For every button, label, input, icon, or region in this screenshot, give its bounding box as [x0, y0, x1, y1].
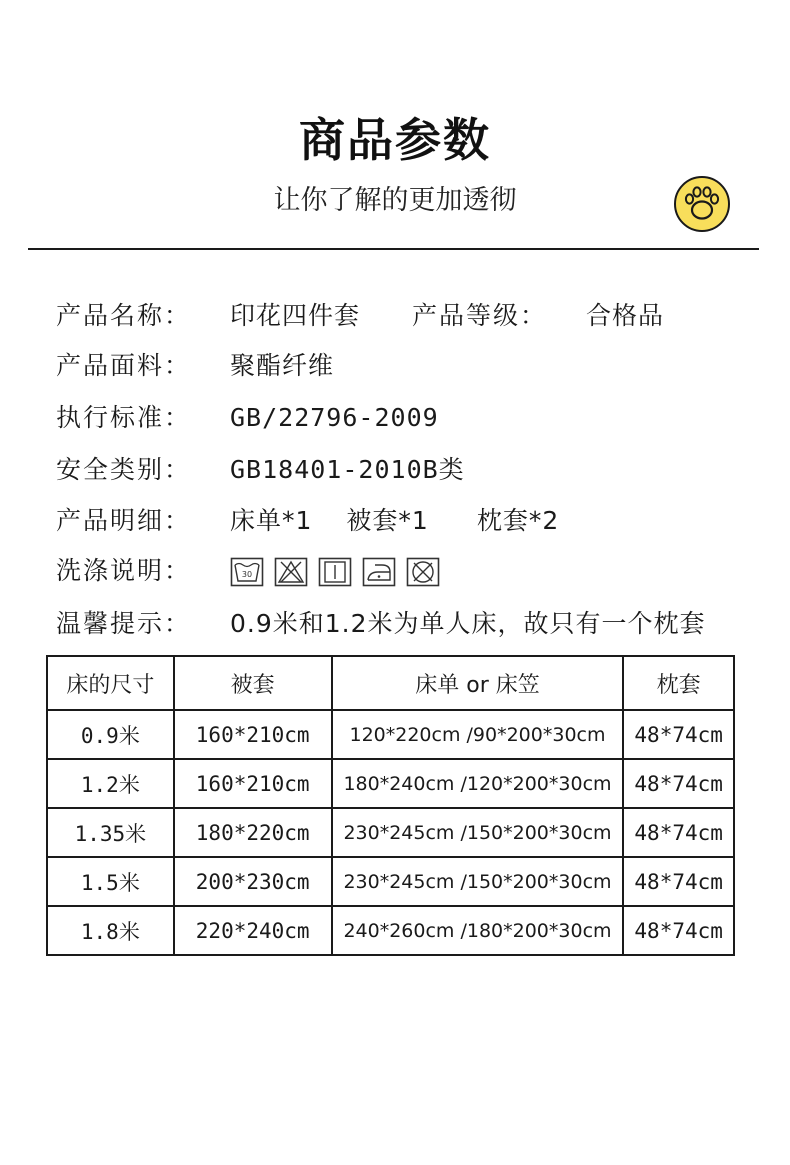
table-cell: 48*74cm [623, 808, 734, 857]
param-row-standard [56, 398, 439, 434]
page-subtitle: 让你了解的更加透彻 [273, 185, 517, 216]
table-cell: 160*210cm [174, 710, 332, 759]
param-value: 合格品 [586, 301, 665, 330]
param-label: 洗涤说明： [56, 556, 192, 585]
table-cell: 220*240cm [174, 906, 332, 955]
param-value: 聚酯纤维 [230, 351, 335, 380]
table-cell: 160*210cm [174, 759, 332, 808]
table-header-row [47, 656, 734, 710]
param-row-tip [56, 604, 706, 640]
paw-icon [673, 175, 731, 233]
table-cell: 180*220cm [174, 808, 332, 857]
divider [28, 248, 759, 250]
param-row-wash [56, 551, 440, 587]
table-cell: 230*245cm /150*200*30cm [332, 857, 624, 906]
table-cell: 48*74cm [623, 710, 734, 759]
table-row [47, 906, 734, 955]
no-bleach-icon [274, 557, 308, 587]
param-label: 产品面料： [56, 351, 192, 380]
table-cell: 48*74cm [623, 759, 734, 808]
table-cell: 1.5米 [47, 857, 174, 906]
table-cell: 200*230cm [174, 857, 332, 906]
no-dry-clean-icon [406, 557, 440, 587]
table-header-cell: 枕套 [623, 656, 734, 710]
table-cell: 240*260cm /180*200*30cm [332, 906, 624, 955]
table-cell: 1.2米 [47, 759, 174, 808]
param-row-safety [56, 450, 465, 486]
table-cell: 230*245cm /150*200*30cm [332, 808, 624, 857]
table-row [47, 857, 734, 906]
param-row-detail [56, 501, 559, 537]
param-label: 执行标准： [56, 403, 192, 432]
param-label: 产品名称： [56, 301, 192, 330]
param-value: 0.9米和1.2米为单人床，故只有一个枕套 [230, 609, 706, 638]
table-cell: 120*220cm /90*200*30cm [332, 710, 624, 759]
param-label: 产品等级： [412, 301, 548, 330]
param-value: GB/22796-2009 [230, 403, 439, 432]
care-icons [230, 557, 440, 587]
wash-30-icon [230, 557, 264, 587]
param-row-name [56, 296, 664, 332]
tumble-dry-icon [318, 557, 352, 587]
table-header-cell: 床的尺寸 [47, 656, 174, 710]
table-header-cell: 被套 [174, 656, 332, 710]
table-cell: 1.8米 [47, 906, 174, 955]
param-row-fabric [56, 346, 334, 382]
table-header-cell: 床单 or 床笠 [332, 656, 624, 710]
detail-item: 枕套*2 [476, 506, 560, 535]
param-value: 印花四件套 [230, 301, 361, 330]
table-cell: 180*240cm /120*200*30cm [332, 759, 624, 808]
table-row [47, 759, 734, 808]
param-value: GB18401-2010B类 [230, 455, 465, 484]
table-cell: 48*74cm [623, 857, 734, 906]
table-cell: 1.35米 [47, 808, 174, 857]
param-label: 安全类别： [56, 455, 192, 484]
table-cell: 0.9米 [47, 710, 174, 759]
param-label: 温馨提示： [56, 609, 192, 638]
table-row [47, 710, 734, 759]
detail-item: 床单*1 [230, 506, 313, 535]
iron-icon [362, 557, 396, 587]
table-cell: 48*74cm [623, 906, 734, 955]
size-table [46, 655, 735, 956]
table-row [47, 808, 734, 857]
svg-text:30: 30 [241, 570, 253, 579]
detail-item: 被套*1 [346, 506, 429, 535]
page-title: 商品参数 [299, 113, 491, 167]
param-label: 产品明细： [56, 506, 192, 535]
